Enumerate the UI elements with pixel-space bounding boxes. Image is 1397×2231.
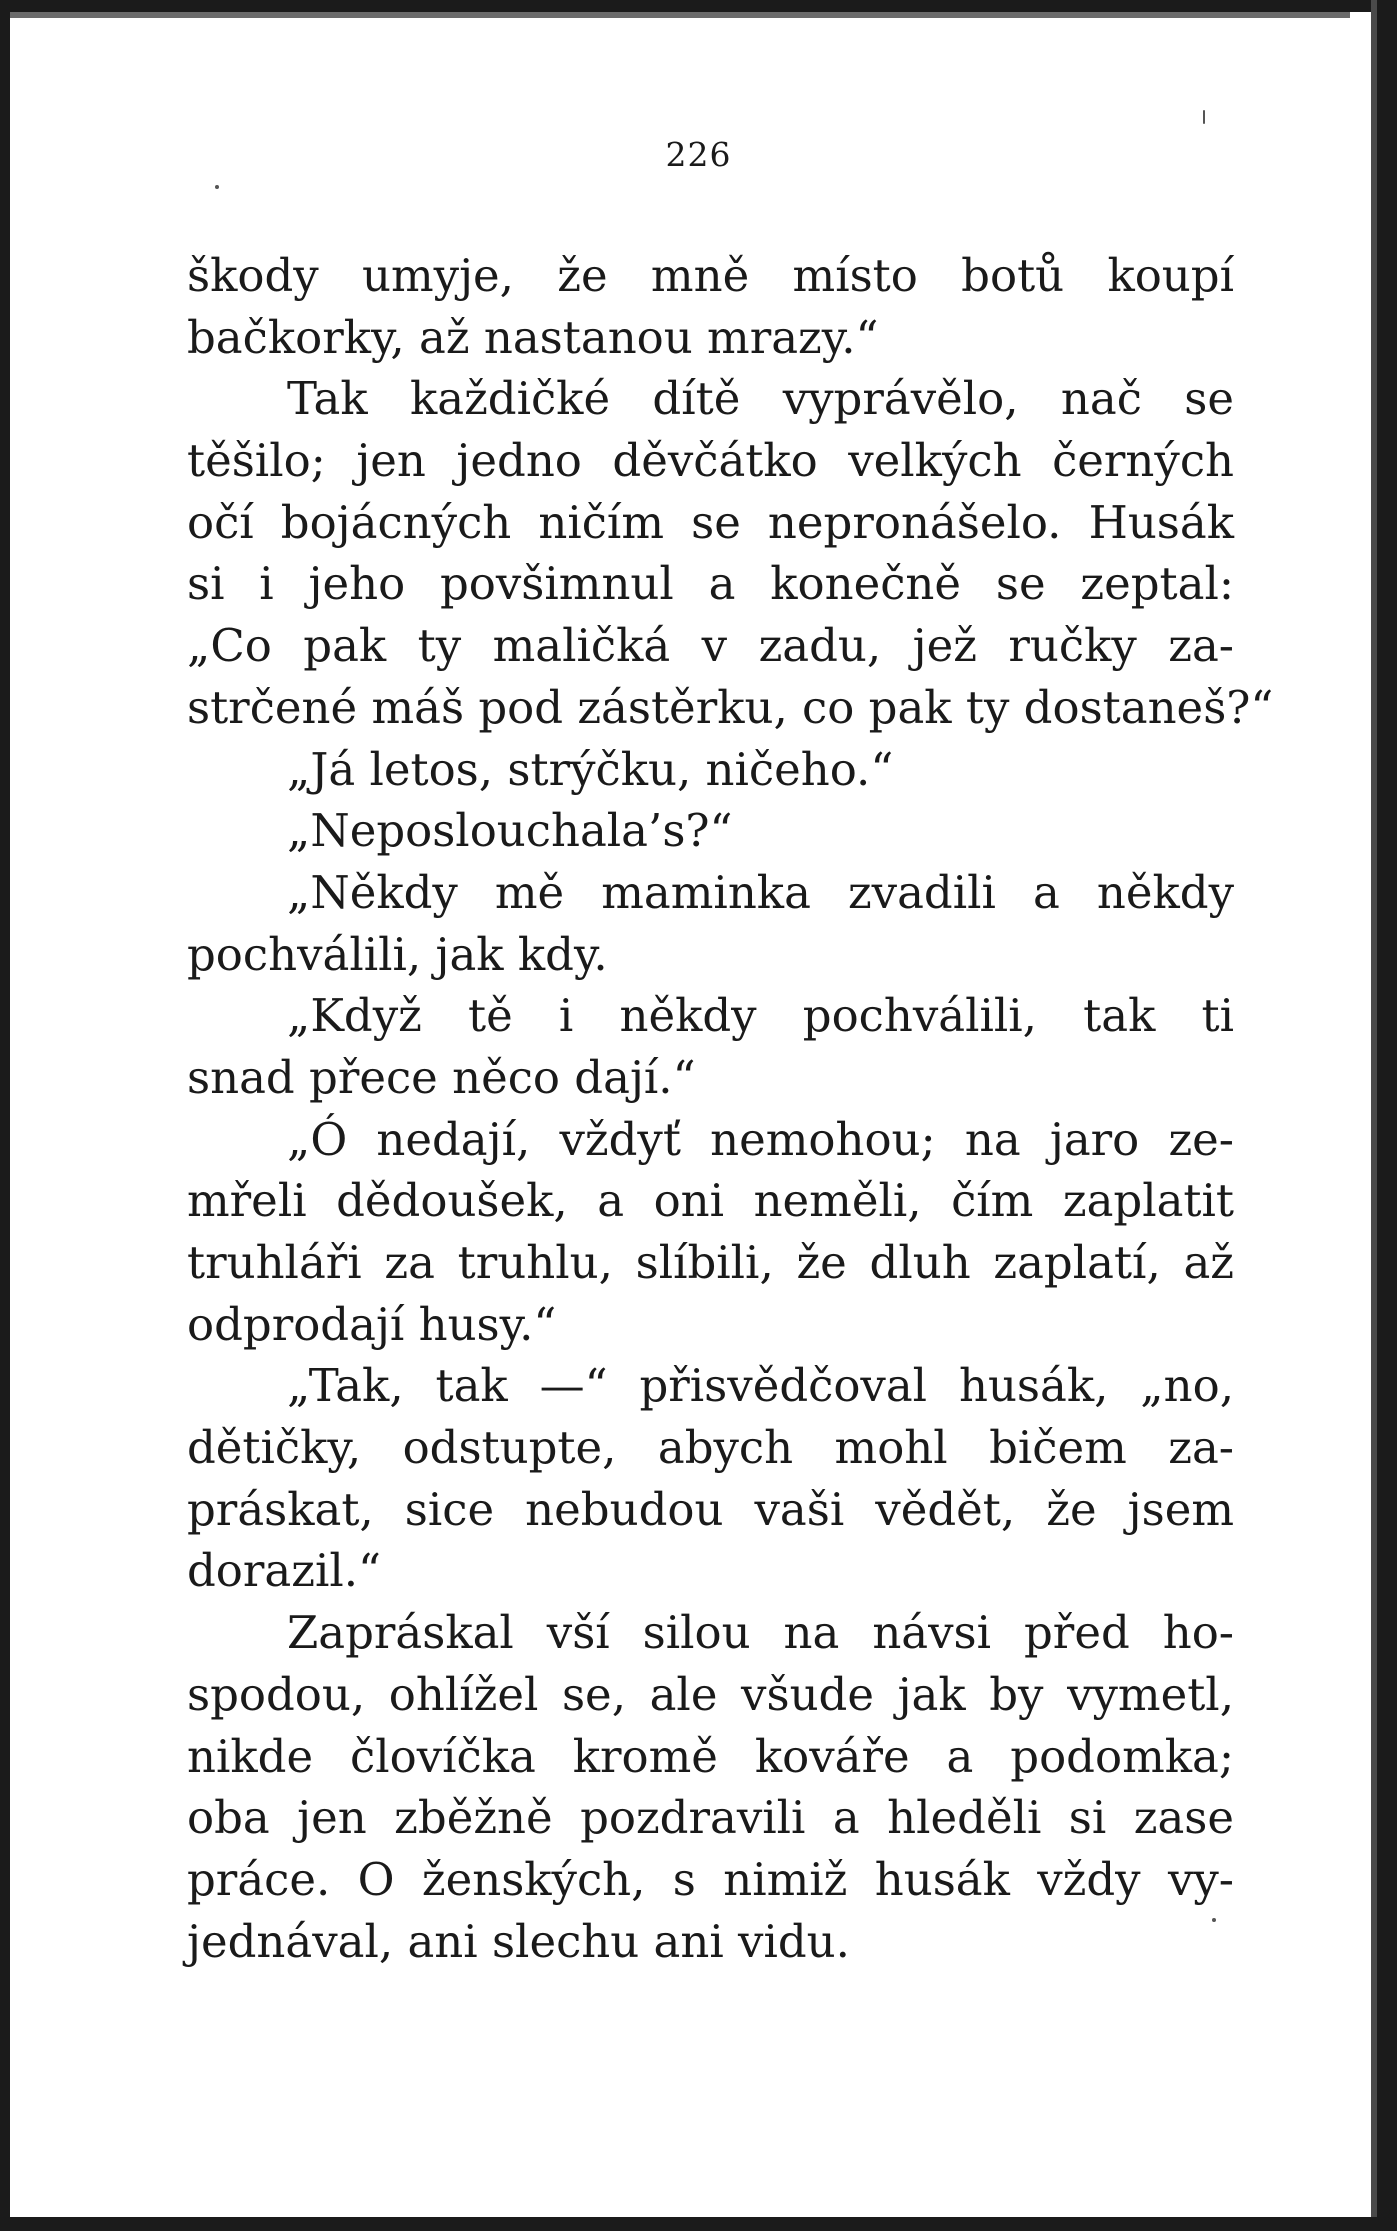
text-line: Tak každičké dítě vyprávělo, nač se: [287, 372, 1234, 426]
text-line: truhláři za truhlu, slíbili, že dluh zaplatí, až: [187, 1236, 1234, 1289]
text-line: práce. O ženských, s nimiž husák vždy vy-: [187, 1852, 1234, 1906]
text-line: práskat, sice nebudou vaši vědět, že jsem: [187, 1482, 1234, 1536]
text-line: dorazil.“: [187, 1544, 382, 1598]
text-line: nikde človíčka kromě kováře a podomka;: [187, 1729, 1234, 1783]
scan-top-shadow: [10, 12, 1350, 18]
body-text: [187, 245, 1274, 1972]
text-line: snad přece něco dají.“: [187, 1050, 696, 1104]
text-line: jednával, ani slechu ani vidu.: [187, 1914, 850, 1968]
text-line: „Tak, tak —“ přisvědčoval husák, „no,: [287, 1359, 1234, 1413]
text-line: strčené máš pod zástěrku, co pak ty dostaneš?“: [187, 680, 1274, 734]
scan-bottom-edge: [0, 2217, 1397, 2231]
text-line: mřeli dědoušek, a oni neměli, čím zaplatit: [187, 1174, 1234, 1228]
text-line: očí bojácných ničím se nepronášelo. Husák: [187, 495, 1234, 549]
text-line: těšilo; jen jedno děvčátko velkých černých: [187, 434, 1234, 488]
text-line: „Co pak ty maličká v zadu, jež ručky za-: [187, 619, 1234, 673]
scan-speck: [1203, 110, 1205, 124]
text-line: „Někdy mě maminka zvadili a někdy: [287, 865, 1234, 919]
text-line: oba jen zběžně pozdravili a hleděli si zase: [187, 1791, 1234, 1845]
text-line: Zapráskal vší silou na návsi před ho-: [287, 1606, 1234, 1660]
text-line: „Ó nedají, vždyť nemohou; na jaro ze-: [287, 1112, 1234, 1166]
text-line: spodou, ohlížel se, ale všude jak by vymetl,: [187, 1667, 1234, 1721]
text-line: bačkorky, až nastanou mrazy.“: [187, 310, 879, 364]
scan-right-edge: [1377, 0, 1397, 2231]
text-line: „Neposlouchala’s?“: [287, 804, 733, 858]
text-line: odprodají husy.“: [187, 1297, 557, 1351]
text-line: škody umyje, že mně místo botů koupí: [187, 249, 1234, 302]
page-number: 226: [665, 135, 732, 174]
text-line: pochválili, jak kdy.: [187, 927, 608, 981]
text-line: si i jeho povšimnul a konečně se zeptal:: [187, 557, 1234, 611]
scan-speck: [215, 185, 219, 189]
text-line: „Já letos, strýčku, ničeho.“: [287, 742, 894, 796]
text-line: dětičky, odstupte, abych mohl bičem za-: [187, 1421, 1234, 1475]
text-line: „Když tě i někdy pochválili, tak ti: [287, 989, 1234, 1043]
